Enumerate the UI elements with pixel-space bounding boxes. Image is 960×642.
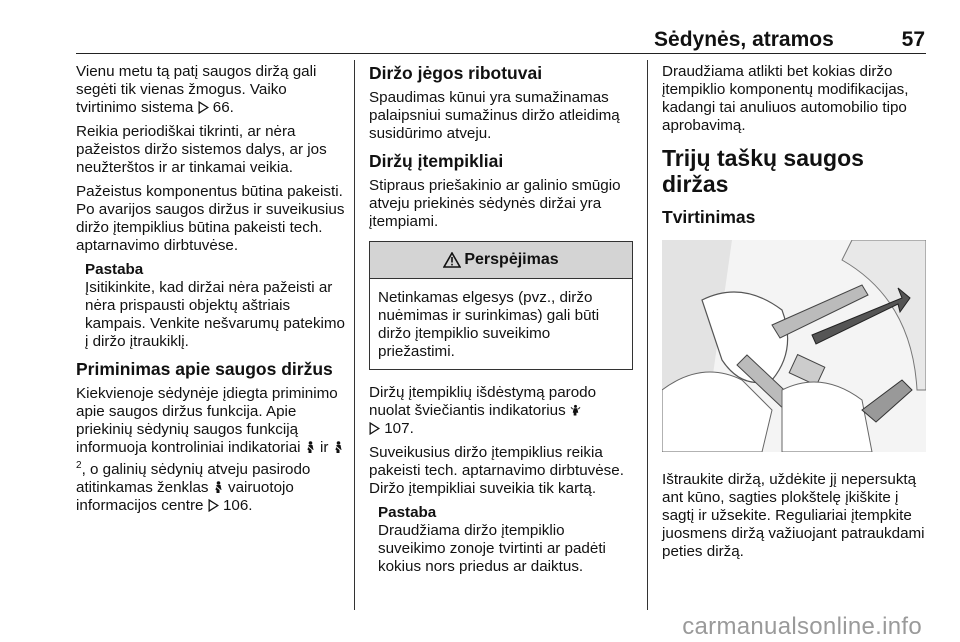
seatbelt-icon xyxy=(333,441,344,454)
section-heading: Diržo jėgos ribotuvai xyxy=(369,63,543,83)
subsection-heading: Tvirtinimas xyxy=(662,207,756,227)
page-number: 57 xyxy=(901,28,925,51)
note-title: Pastaba xyxy=(85,261,144,278)
seatbelt-icon xyxy=(305,441,316,454)
note-text: Draudžiama diržo įtempiklio suveikimo zonoje tvirtinti ar padėti kokius nors priedus ar daiktus. xyxy=(378,522,606,575)
section-heading: Diržų įtempikliai xyxy=(369,151,504,171)
paragraph: Spaudimas kūnui yra sumažinamas palaipsniui sumažinus diržo atleidimą susidūrimo atveju. xyxy=(369,89,620,142)
seatbelt-icon xyxy=(213,481,224,494)
caption: Ištraukite diržą, uždėkite jį nepersuktą ant kūno, sagties plokštelę įkiškite į sagtį ir užsekite. Reguliariai įtempkite juosmens diržą važiuojant patraukdami peties diržą. xyxy=(662,471,925,560)
paragraph: Diržų įtempiklių išdėstymą parodo nuolat šviečiantis indikatorius 107. xyxy=(369,384,597,437)
watermark: carmanualsonline.info xyxy=(682,613,922,640)
page-reference[interactable]: 107. xyxy=(384,420,414,437)
page-header xyxy=(0,28,925,52)
paragraph: Suveikusius diržo įtempiklius reikia pakeisti tech. aptarnavimo dirbtuvėse. Diržo įtempikliai suveikia tik kartą. xyxy=(369,444,624,497)
section-heading: Priminimas apie saugos diržus xyxy=(76,359,333,379)
column-right xyxy=(662,63,928,567)
chapter-heading: Trijų taškų saugos diržas xyxy=(662,145,864,197)
triangle-right-icon xyxy=(369,422,380,435)
note-block xyxy=(76,261,348,351)
belt-tensioner-icon xyxy=(570,404,581,417)
warning-title: Perspėjimas xyxy=(464,251,559,268)
paragraph: Vienu metu tą patį saugos diržą gali segėti tik vienas žmogus. Vaiko tvirtinimo sistema 66. xyxy=(76,63,317,116)
column-middle xyxy=(369,63,633,584)
paragraph: Kiekvienoje sėdynėje įdiegta priminimo apie saugos diržus funkcija. Apie priekinių sėdynių saugos funkciją informuoja kontroliniai indikatoriai ir $^2$, o galinių sėdynių atveju pasirodo atitinkamas ženklas vairuotojo informacijos centre 106. xyxy=(76,385,348,515)
note-block xyxy=(369,504,633,576)
warning-box xyxy=(369,241,633,370)
column-divider xyxy=(647,60,648,610)
section-title: Sėdynės, atramos xyxy=(654,28,834,51)
page-reference[interactable]: 106. xyxy=(222,497,253,515)
page-reference[interactable]: 66. xyxy=(212,99,234,116)
warning-header xyxy=(370,242,632,279)
warning-text: Netinkamas elgesys (pvz., diržo nuėmimas ir surinkimas) gali būti diržo įtempiklio suveikimo priežastimi. xyxy=(378,289,600,360)
column-divider xyxy=(354,60,355,610)
paragraph: Reikia periodiškai tikrinti, ar nėra pažeistos diržo sistemos dalys, ar jos neužterštos ir ar tinkamai veikia. xyxy=(76,123,327,176)
warning-icon xyxy=(443,252,461,268)
note-text: Įsitikinkite, kad diržai nėra pažeisti ar nėra prispausti objektų aštriais kampais. Venkite nešvarumų patekimo į diržo įtraukiklį. xyxy=(85,279,346,350)
triangle-right-icon xyxy=(198,101,209,114)
note-title: Pastaba xyxy=(378,504,437,521)
seatbelt-fastening-illustration xyxy=(662,240,926,452)
triangle-right-icon xyxy=(208,499,219,512)
header-rule xyxy=(76,53,926,54)
paragraph: Stipraus priešakinio ar galinio smūgio atveju priekinės sėdynės diržai yra įtempiami. xyxy=(369,177,621,230)
paragraph: Pažeistus komponentus būtina pakeisti. Po avarijos saugos diržus ir suveikusius diržo įtempiklius būtina pakeisti tech. aptarnavimo dirbtuvėse. xyxy=(76,183,345,254)
column-left xyxy=(76,63,348,521)
paragraph: Draudžiama atlikti bet kokias diržo įtempiklio komponentų modifikacijas, kadangi tai anuliuos automobilio tipo aprobavimą. xyxy=(662,63,909,134)
